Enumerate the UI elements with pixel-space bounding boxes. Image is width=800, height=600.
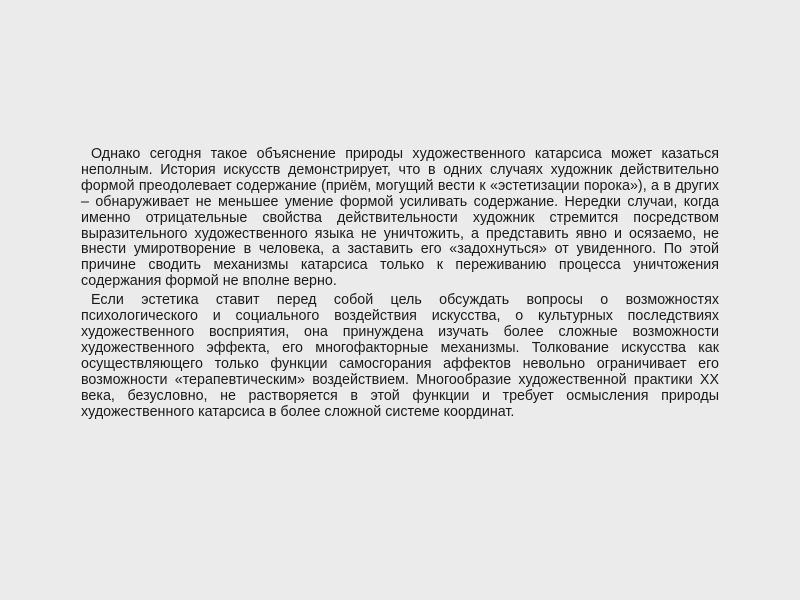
text-body	[81, 147, 719, 420]
paragraph-aesthetics-goals: Если эстетика ставит перед собой цель обсуждать вопросы о возможностях психологического и социального воздействия искусства, о культурных последствиях художественного восприятия, она принуждена изучать более сложные возможности художественного эффекта, его многофакторные механизмы. Толкование искусства как осуществляющего только функции самосгорания аффектов невольно ограничивает его возможности «терапевтическим» воздействием. Многообразие художественной практики XX века, безусловно, не растворяется в этой функции и требует осмысления природы художественного катарсиса в более сложной системе координат.	[81, 292, 719, 420]
paragraph-catharsis-explanation: Однако сегодня такое объяснение природы художественного катарсиса может казаться неполным. История искусств демонстрирует, что в одних случаях художник действительно формой преодолевает содержание (приём, могущий вести к «эстетизации порока»), а в других – обнаруживает не меньшее умение формой усиливать содержание. Нередки случаи, когда именно отрицательные свойства действительности художник стремится посредством выразительного художественного языка не уничтожить, а представить явно и осязаемо, не внести умиротворение в человека, а заставить его «задохнуться» от увиденного. По этой причине сводить механизмы катарсиса только к переживанию процесса уничтожения содержания формой не вполне верно.	[81, 146, 719, 290]
